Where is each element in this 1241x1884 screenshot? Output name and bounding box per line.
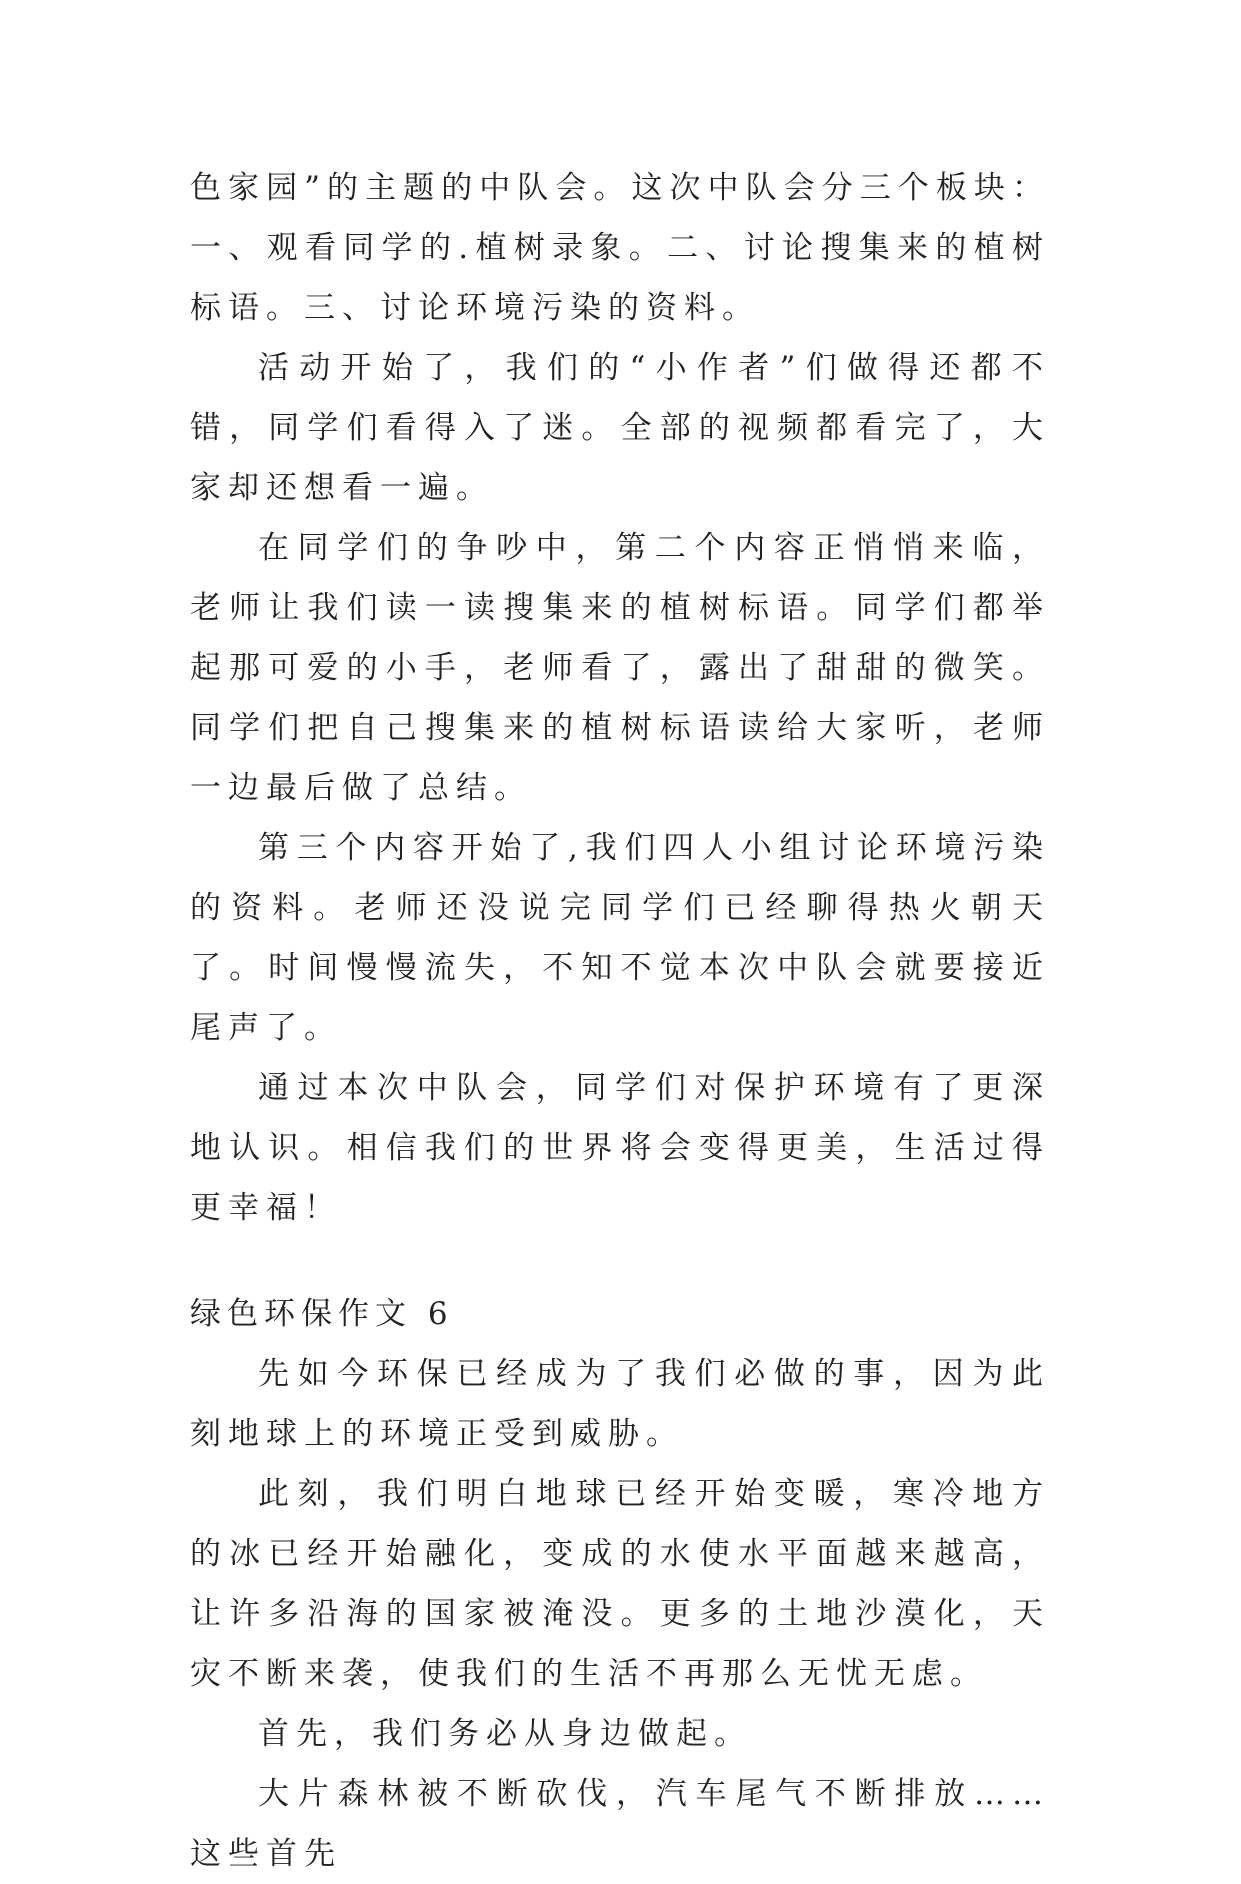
- paragraph-7: 此刻，我们明白地球已经开始变暖，寒冷地方的冰已经开始融化，变成的水使水平面越来越高，让许多沿海的国家被淹没。更多的土地沙漠化，天灾不断来袭，使我们的生活不再那么无忧无虑。: [190, 1476, 1050, 1692]
- paragraph-1: 色家园”的主题的中队会。这次中队会分三个板块：一、观看同学的.植树录象。二、讨论搜集来的植树标语。三、讨论环境污染的资料。: [190, 170, 1050, 326]
- section-title: 绿色环保作文 6: [190, 1296, 454, 1332]
- paragraph-9: 大片森林被不断砍伐，汽车尾气不断排放……这些首先: [190, 1776, 1050, 1872]
- document-body: [190, 158, 1050, 1884]
- paragraph-8: 首先，我们务必从身边做起。: [258, 1716, 752, 1752]
- paragraph-4: 第三个内容开始了,我们四人小组讨论环境污染的资料。老师还没说完同学们已经聊得热火朝天了。时间慢慢流失，不知不觉本次中队会就要接近尾声了。: [190, 830, 1050, 1046]
- paragraph-6: 先如今环保已经成为了我们必做的事，因为此刻地球上的环境正受到威胁。: [190, 1356, 1050, 1452]
- paragraph-5: 通过本次中队会，同学们对保护环境有了更深地认识。相信我们的世界将会变得更美，生活过得更幸福！: [190, 1070, 1050, 1226]
- paragraph-2: 活动开始了，我们的“小作者”们做得还都不错，同学们看得入了迷。全部的视频都看完了，大家却还想看一遍。: [190, 350, 1050, 506]
- paragraph-3: 在同学们的争吵中，第二个内容正悄悄来临，老师让我们读一读搜集来的植树标语。同学们都举起那可爱的小手，老师看了，露出了甜甜的微笑。同学们把自己搜集来的植树标语读给大家听，老师一边最后做了总结。: [190, 530, 1050, 806]
